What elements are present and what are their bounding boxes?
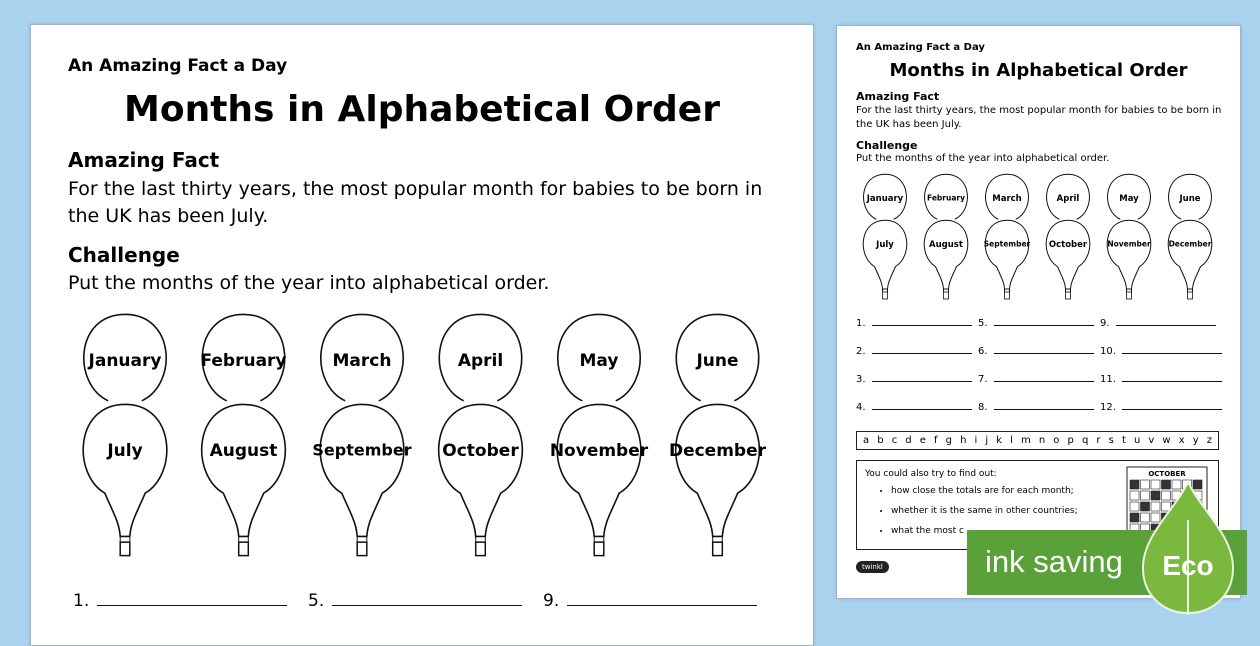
alphabet-letter: q: [1081, 435, 1089, 446]
balloon-label: November: [1107, 239, 1151, 249]
answer-number: 9.: [543, 591, 560, 611]
basket: [713, 542, 723, 555]
alphabet-letter: t: [1121, 435, 1126, 446]
balloon-september: [312, 404, 411, 555]
balloon-label: June: [696, 350, 739, 371]
balloon-grid: [837, 26, 1240, 316]
balloon-label: July: [107, 440, 143, 461]
balloon-february: [200, 314, 286, 400]
balloon-label: December: [1168, 239, 1212, 249]
answer-number: 6.: [978, 346, 988, 357]
balloon-label: March: [332, 350, 392, 371]
alphabet-letter: h: [960, 435, 967, 446]
answer-line-5: [308, 591, 522, 611]
balloon-october: [439, 404, 523, 555]
brand-logo: twinkl: [856, 561, 889, 573]
alphabet-letter: n: [1038, 435, 1046, 446]
answer-number: 10.: [1100, 346, 1116, 357]
answer-number: 4.: [856, 402, 866, 413]
basket: [476, 542, 486, 555]
alphabet-letter: s: [1108, 435, 1114, 446]
extension-item: • how close the totals are for each month;: [891, 481, 1078, 501]
alphabet-letter: a: [863, 435, 870, 446]
balloon-february: [925, 174, 968, 219]
fact-text: For the last thirty years, the most popular month for babies to be born in the UK has been July.: [68, 178, 763, 227]
alphabet-strip: [856, 431, 1219, 450]
answer-line-7: [978, 373, 1094, 385]
alphabet-letter: k: [996, 435, 1003, 446]
answer-line-8: [978, 401, 1094, 413]
answer-number: 5.: [308, 591, 325, 611]
calendar-month: OCTOBER: [1148, 470, 1186, 478]
balloon-november: [1107, 220, 1151, 299]
alphabet-letter: c: [891, 435, 898, 446]
alphabet-letter: m: [1021, 435, 1031, 446]
basket: [120, 542, 130, 555]
balloon-july: [863, 220, 907, 299]
balloon-december: [1168, 220, 1212, 299]
fact-text: For the last thirty years, the most popular month for babies to be born in the UK has been July.: [856, 105, 1222, 130]
basket: [357, 542, 367, 555]
challenge-heading: Challenge: [68, 243, 180, 267]
alphabet-letter: y: [1192, 435, 1199, 446]
balloon-label: July: [876, 239, 894, 250]
basket: [594, 542, 604, 555]
answer-number: 1.: [856, 318, 866, 329]
answer-line-2: [856, 345, 972, 357]
balloon-label: November: [549, 440, 649, 461]
basket: [1127, 292, 1132, 299]
balloon-january: [864, 174, 907, 219]
alphabet-letter: w: [1162, 435, 1171, 446]
basket: [1005, 292, 1010, 299]
balloon-label: April: [457, 350, 504, 371]
balloon-label: August: [929, 239, 963, 250]
balloon-label: October: [1048, 239, 1088, 250]
balloon-label: February: [927, 193, 965, 203]
answer-number: 8.: [978, 402, 988, 413]
balloon-june: [676, 314, 758, 400]
answer-line-1: [73, 591, 287, 611]
balloon-label: September: [983, 239, 1031, 249]
balloon-grid: [31, 25, 813, 585]
answer-line-9: [543, 591, 757, 611]
alphabet-letter: d: [905, 435, 912, 446]
answer-line-12: [1100, 401, 1222, 413]
alphabet-letter: o: [1053, 435, 1060, 446]
answer-number: 3.: [856, 374, 866, 385]
balloon-august: [202, 404, 286, 555]
alphabet-letter: f: [933, 435, 938, 446]
balloon-label: May: [1119, 193, 1139, 204]
alphabet-letter: g: [945, 435, 952, 446]
balloon-label: September: [312, 440, 412, 460]
basket: [1066, 292, 1071, 299]
answer-line-3: [856, 373, 972, 385]
balloon-july: [83, 404, 167, 555]
answer-line-1: [856, 317, 972, 329]
answer-number: 5.: [978, 318, 988, 329]
answer-line-5: [978, 317, 1094, 329]
extension-intro: You could also try to find out:: [865, 469, 997, 479]
alphabet-letter: r: [1096, 435, 1101, 446]
balloon-label: August: [209, 440, 278, 461]
balloon-may: [1108, 174, 1151, 219]
answer-number: 1.: [73, 591, 90, 611]
basket: [1188, 292, 1193, 299]
balloon-january: [84, 314, 166, 400]
balloon-march: [321, 314, 403, 400]
ink-saving-label: ink saving: [985, 544, 1123, 579]
alphabet-letter: e: [919, 435, 926, 446]
alphabet-letter: p: [1067, 435, 1074, 446]
alphabet-letter: i: [974, 435, 978, 446]
answer-line-10: [1100, 345, 1222, 357]
alphabet-letter: v: [1148, 435, 1155, 446]
balloon-april: [439, 314, 521, 400]
alphabet-letter: u: [1133, 435, 1141, 446]
basket: [239, 542, 249, 555]
eco-label: Eco: [1162, 550, 1214, 581]
alphabet-letter: l: [1010, 435, 1013, 446]
answer-number: 12.: [1100, 402, 1116, 413]
balloon-label: January: [866, 193, 904, 204]
page-title: Months in Alphabetical Order: [889, 60, 1188, 81]
eco-leaf-icon: [1141, 480, 1236, 620]
balloon-label: January: [88, 350, 162, 371]
answer-line-4: [856, 401, 972, 413]
worksheet-page-large: [30, 24, 814, 646]
balloon-april: [1047, 174, 1090, 219]
balloon-label: June: [1179, 193, 1201, 204]
answer-number: 9.: [1100, 318, 1110, 329]
balloon-may: [558, 314, 640, 400]
basket: [944, 292, 949, 299]
balloon-label: December: [668, 440, 767, 461]
challenge-text: Put the months of the year into alphabetical order.: [68, 272, 550, 294]
alphabet-letter: z: [1206, 435, 1212, 446]
alphabet-letter: b: [877, 435, 884, 446]
extension-item: • what the most c: [891, 521, 1078, 541]
extension-item: • whether it is the same in other countries;: [891, 501, 1078, 521]
answer-line-9: [1100, 317, 1216, 329]
fact-heading: Amazing Fact: [856, 90, 940, 103]
answer-number: 11.: [1100, 374, 1116, 385]
alphabet-letter: j: [985, 435, 989, 446]
balloon-label: February: [200, 350, 287, 371]
balloon-label: April: [1056, 193, 1080, 204]
challenge-text: Put the months of the year into alphabetical order.: [856, 153, 1110, 164]
series-title: An Amazing Fact a Day: [856, 42, 985, 53]
balloon-label: March: [992, 193, 1022, 204]
answer-number: 7.: [978, 374, 988, 385]
balloon-november: [550, 404, 649, 555]
balloon-august: [924, 220, 968, 299]
balloon-october: [1046, 220, 1090, 299]
balloon-september: [984, 220, 1031, 299]
fact-heading: Amazing Fact: [68, 148, 220, 172]
answer-line-6: [978, 345, 1094, 357]
series-title: An Amazing Fact a Day: [68, 56, 288, 76]
alphabet-letter: x: [1178, 435, 1185, 446]
balloon-december: [669, 404, 767, 555]
balloon-label: October: [442, 440, 519, 461]
page-title: Months in Alphabetical Order: [124, 89, 720, 130]
challenge-heading: Challenge: [856, 139, 918, 152]
answer-line-11: [1100, 373, 1222, 385]
balloon-june: [1169, 174, 1212, 219]
basket: [883, 292, 888, 299]
balloon-march: [986, 174, 1029, 219]
balloon-label: May: [579, 350, 619, 371]
answer-number: 2.: [856, 346, 866, 357]
